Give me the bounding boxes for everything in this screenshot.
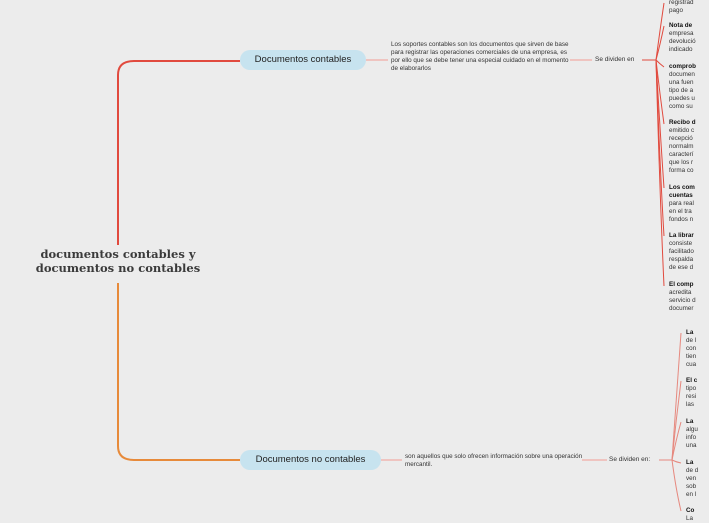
topic-documentos-contables[interactable]: Documentos contables bbox=[240, 50, 366, 70]
leaf-bottom-3[interactable]: La algu info una bbox=[686, 418, 698, 449]
root-title-line-1: documentos contables y bbox=[40, 247, 196, 261]
leaf-top-5[interactable]: Los com cuentas para real en el tra fondos n bbox=[669, 184, 695, 223]
leaf-bottom-1[interactable]: La de l con tien cua bbox=[686, 329, 697, 368]
leaf-bottom-5[interactable]: Co La bbox=[686, 507, 695, 522]
root-topic[interactable] bbox=[28, 247, 208, 275]
connector-label-2: Se dividen en: bbox=[609, 456, 651, 463]
leaf-top-3[interactable]: comprob documen una fuen tipo de a puedes u como su bbox=[669, 63, 696, 110]
topic-documentos-no-contables[interactable]: Documentos no contables bbox=[240, 450, 381, 470]
connector-label-1: Se dividen en bbox=[595, 56, 635, 63]
leaf-top-1[interactable]: registrad pago bbox=[669, 0, 694, 14]
root-title-line-2: documentos no contables bbox=[35, 261, 201, 275]
leaf-top-4[interactable]: Recibo d emitido c recepció normalm caracterí que los r forma co bbox=[669, 119, 696, 174]
fan-top bbox=[642, 3, 664, 286]
leaf-top-7[interactable]: El comp acredita servicio d documer bbox=[669, 281, 696, 312]
fan-bottom bbox=[659, 333, 681, 511]
leaf-top-6[interactable]: La librar consiste facilitado respalda de ese d bbox=[669, 232, 694, 271]
trunk-down bbox=[118, 283, 240, 460]
trunk-up bbox=[118, 61, 240, 245]
description-documentos-contables: Los soportes contables son los documentos que sirven de base para registrar las operaciones comerciales de una empresa, es por ello que se debe tener una especial cuidado en el momento de elaborarlos bbox=[391, 41, 569, 72]
leaf-top-2[interactable]: Nota de empresa devolució indicado bbox=[669, 22, 696, 53]
description-documentos-no-contables: son aquellos que solo ofrecen información sobre una operación mercantil. bbox=[405, 453, 583, 468]
leaf-bottom-4[interactable]: La de d ven sob en l bbox=[686, 459, 699, 498]
leaf-bottom-2[interactable]: El c tipo resi las bbox=[686, 377, 698, 408]
